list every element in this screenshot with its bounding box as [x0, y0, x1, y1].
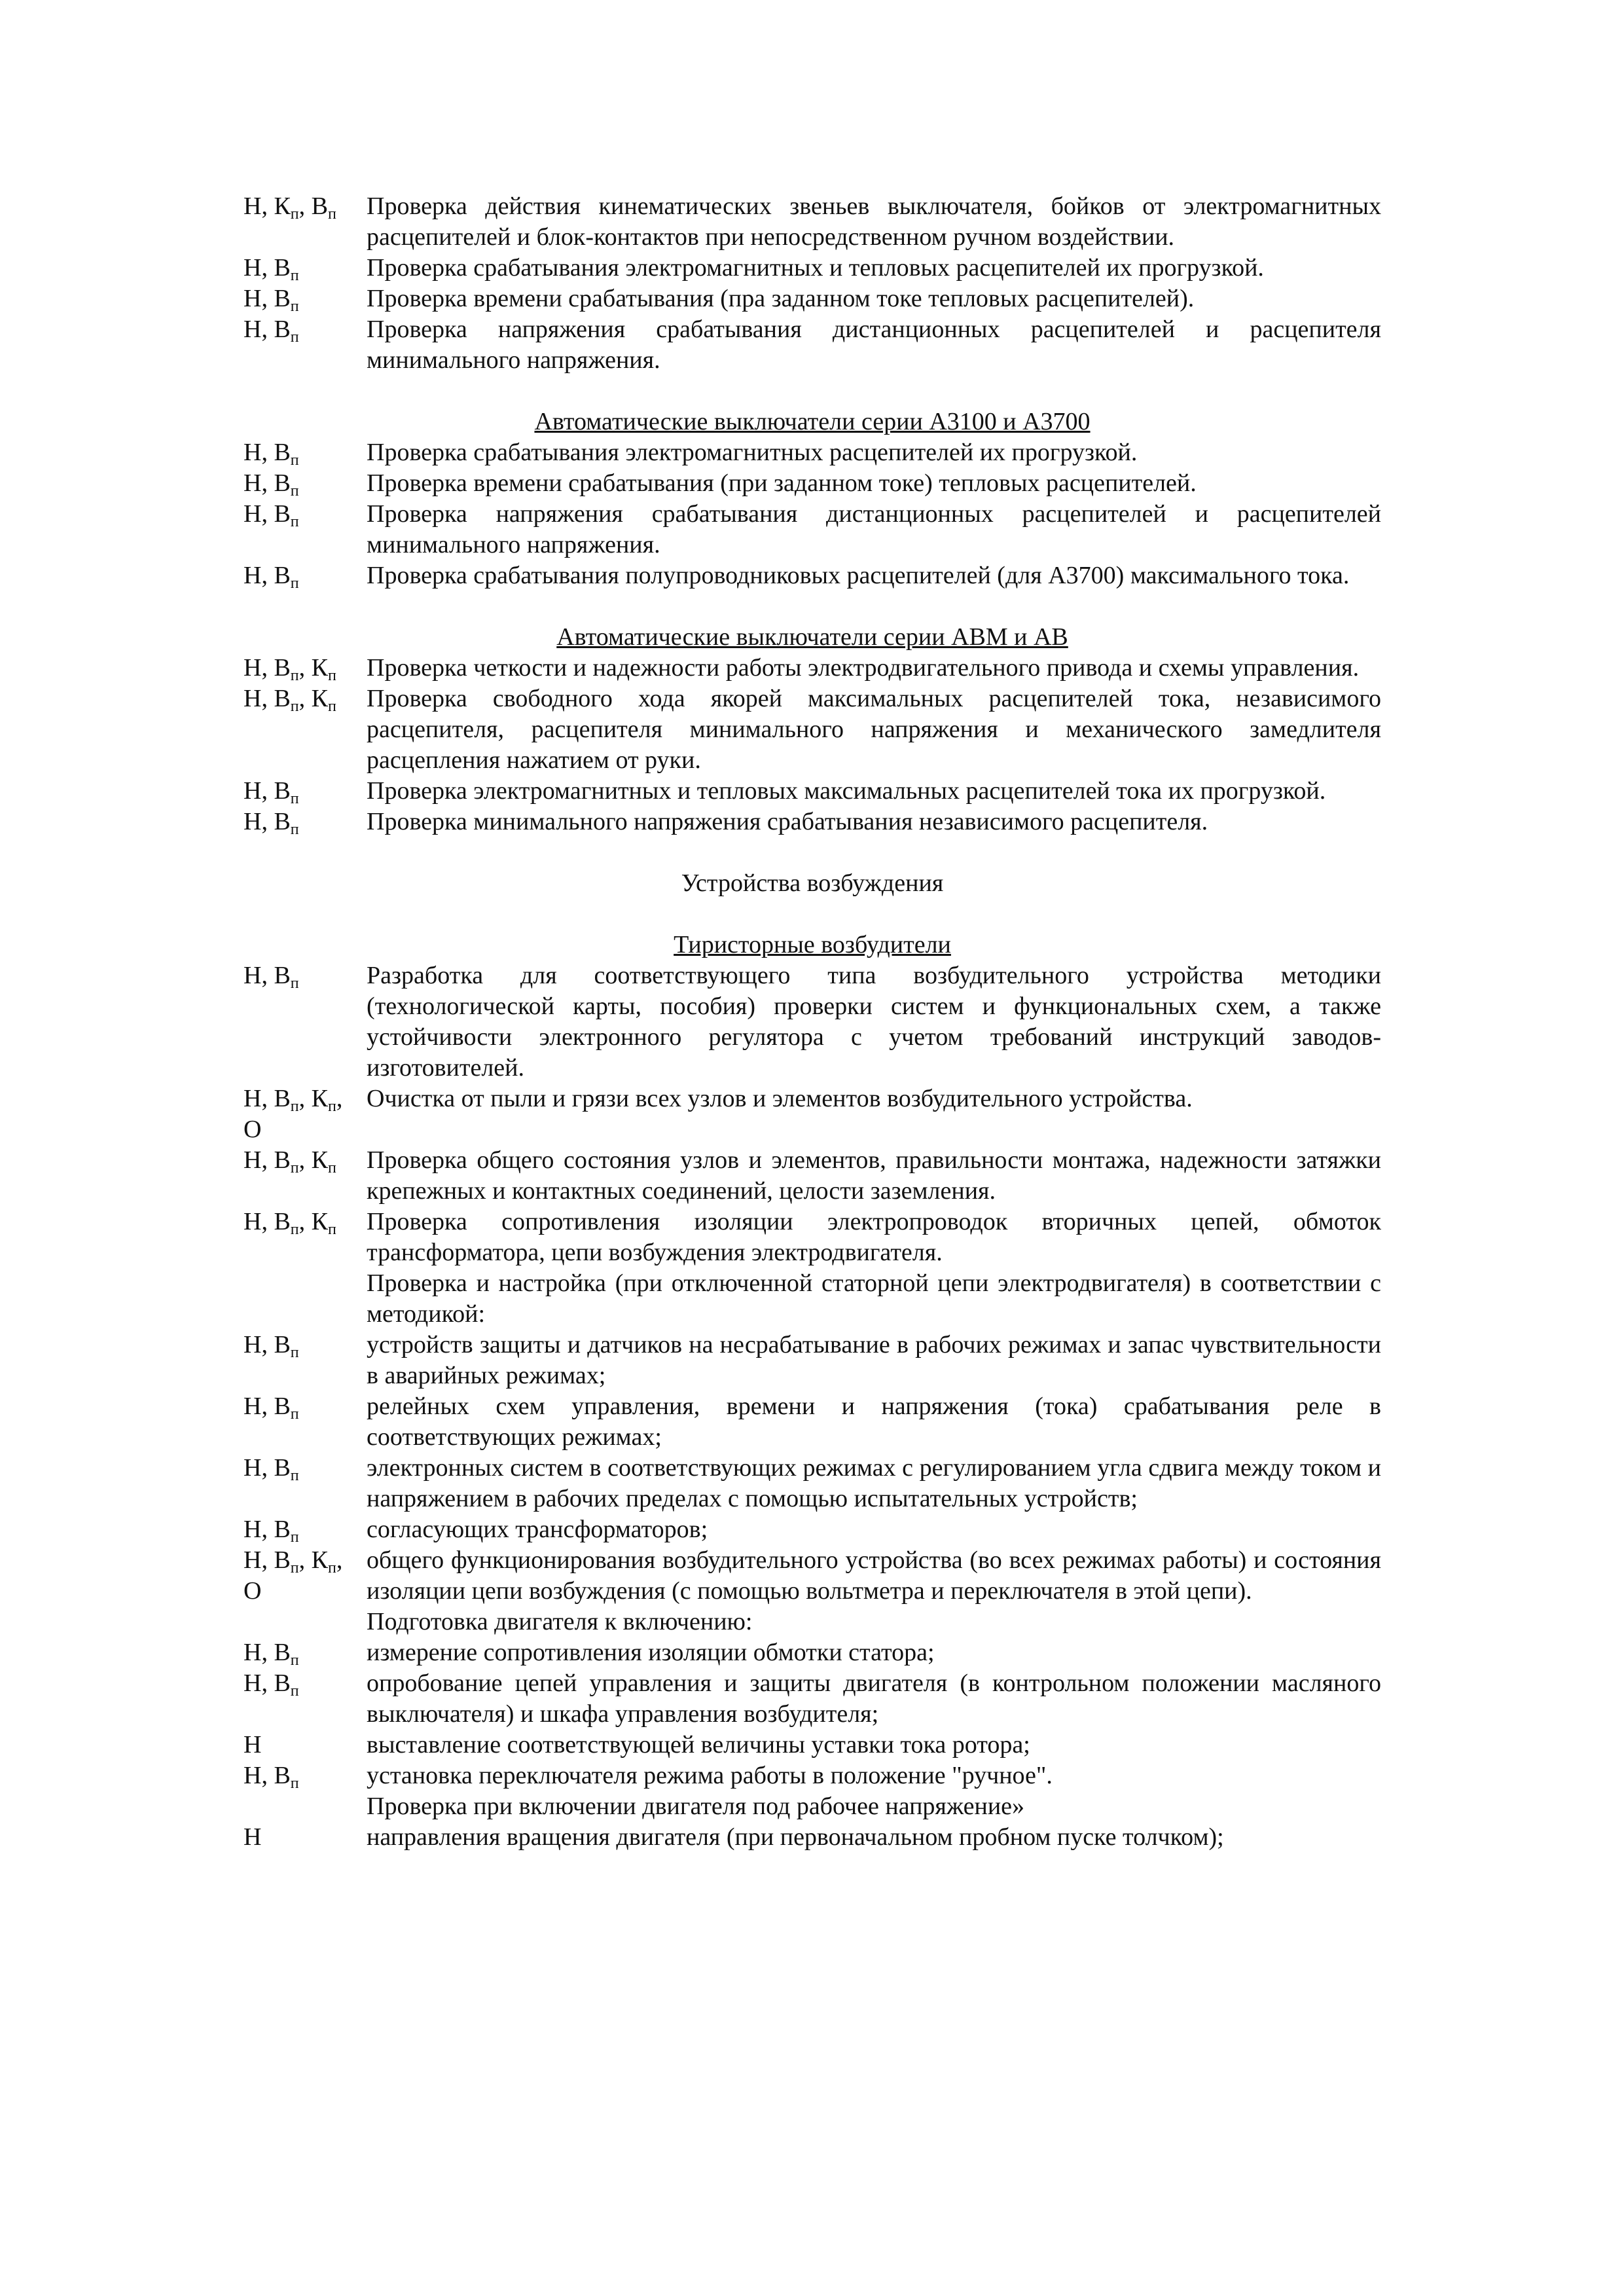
item-text: опробование цепей управления и защиты двигателя (в контрольном положении масляного выключателя) и шкафа управления возбудителя; — [367, 1669, 1381, 1728]
item-code: Н, $В_п$ — [244, 962, 299, 992]
list-item — [244, 468, 1381, 499]
list-item — [244, 776, 1381, 807]
item-text: измерение сопротивления изоляции обмотки статора; — [367, 1639, 935, 1666]
item-text: Разработка для соответствующего типа возбудительного устройства методики (технологической карты, пособия) проверки систем и функциональных схем, а также устойчивости электронного регулятора с учетом требований инструкций заводов-изготовителей. — [367, 962, 1381, 1082]
list-item — [244, 253, 1381, 283]
item-code: Н, $В_п$ — [244, 285, 299, 315]
list-item — [244, 1822, 1381, 1853]
item-text: Проверка и настройка (при отключенной статорной цепи электродвигателя) в соответствии с методикой: — [367, 1269, 1381, 1328]
list-item — [244, 1453, 1381, 1514]
section-heading-thyristor: Тиристорные возбудители — [674, 931, 951, 958]
item-text: Проверка напряжения срабатывания дистанционных расцепителей и расцепителя минимального напряжения. — [367, 316, 1381, 374]
item-code: Н, $В_п$ — [244, 316, 299, 346]
section-heading-a3100: Автоматические выключатели серии А3100 и А3700 — [534, 408, 1091, 435]
item-code: Н, $В_п$, $К_п$ — [244, 685, 336, 715]
list-item — [244, 1391, 1381, 1453]
item-text: Проверка при включении двигателя под рабочее напряжение» — [367, 1793, 1025, 1820]
item-code: Н, $К_п$, $В_п$ — [244, 192, 336, 223]
list-item — [244, 1791, 1381, 1822]
section-heading-avm: Автоматические выключатели серии АВМ и АВ — [556, 623, 1068, 651]
list-item — [244, 1730, 1381, 1760]
item-text: Проверка сопротивления изоляции электропроводок вторичных цепей, обмоток трансформатора, цепи возбуждения электродвигателя. — [367, 1208, 1381, 1266]
item-code: Н, $В_п$ — [244, 1639, 299, 1669]
item-text: Подготовка двигателя к включению: — [367, 1608, 753, 1635]
list-item — [244, 1668, 1381, 1730]
item-code: Н, $В_п$ — [244, 1331, 299, 1361]
item-text: Проверка срабатывания электромагнитных и тепловых расцепителей их прогрузкой. — [367, 254, 1264, 282]
item-text: Проверка электромагнитных и тепловых максимальных расцепителей тока их прогрузкой. — [367, 777, 1326, 805]
item-text: электронных систем в соответствующих режимах с регулированием угла сдвига между током и напряжением в рабочих пределах с помощью испытательных устройств; — [367, 1454, 1381, 1512]
section-avm — [244, 653, 1381, 837]
item-text: выставление соответствующей величины уставки тока ротора; — [367, 1731, 1030, 1758]
list-item — [244, 191, 1381, 253]
list-item — [244, 1114, 1381, 1145]
list-item — [244, 1207, 1381, 1268]
item-text: релейных схем управления, времени и напряжения (тока) срабатывания реле в соответствующих режимах; — [367, 1393, 1381, 1451]
item-text: Проверка срабатывания полупроводниковых расцепителей (для А3700) максимального тока. — [367, 562, 1350, 589]
document-page — [244, 191, 1381, 1853]
item-text: Проверка общего состояния узлов и элементов, правильности монтажа, надежности затяжки крепежных и контактных соединений, целости заземления. — [367, 1146, 1381, 1205]
item-text: Проверка четкости и надежности работы электродвигательного привода и схемы управления. — [367, 654, 1360, 682]
list-item — [244, 437, 1381, 468]
list-item — [244, 1145, 1381, 1207]
list-item — [244, 1268, 1381, 1330]
item-text: Проверка действия кинематических звеньев выключателя, бойков от электромагнитных расцепителей и блок-контактов при непосредственном ручном воздействии. — [367, 192, 1381, 251]
list-item — [244, 1760, 1381, 1791]
item-code: Н, $В_п$ — [244, 439, 299, 469]
item-text: Проверка напряжения срабатывания дистанционных расцепителей и расцепителей минимального напряжения. — [367, 500, 1381, 558]
item-code: Н, $В_п$ — [244, 1516, 299, 1546]
item-code: Н, $В_п$, $К_п$, — [244, 1085, 343, 1115]
item-code: Н — [244, 1731, 262, 1758]
item-text: устройств защиты и датчиков на несрабатывание в рабочих режимах и запас чувствительности в аварийных режимах; — [367, 1331, 1381, 1389]
item-code: Н, $В_п$ — [244, 808, 299, 838]
list-item — [244, 560, 1381, 591]
item-code: Н, $В_п$ — [244, 500, 299, 530]
item-code: Н, $В_п$ — [244, 254, 299, 284]
list-item — [244, 499, 1381, 560]
item-text: Проверка свободного хода якорей максимальных расцепителей тока, независимого расцепителя, расцепителя минимального напряжения и механического замедлителя расцепления нажатием от руки. — [367, 685, 1381, 774]
list-item — [244, 314, 1381, 376]
item-code: Н, $В_п$, $К_п$ — [244, 1208, 336, 1238]
item-text: согласующих трансформаторов; — [367, 1516, 708, 1543]
list-item — [244, 1514, 1381, 1545]
item-text: Проверка срабатывания электромагнитных расцепителей их прогрузкой. — [367, 439, 1138, 466]
list-item — [244, 683, 1381, 776]
list-item — [244, 1607, 1381, 1637]
section-heading-excitation: Устройства возбуждения — [681, 869, 944, 897]
item-text: Проверка минимального напряжения срабатывания независимого расцепителя. — [367, 808, 1208, 835]
section-thyristor — [244, 960, 1381, 1853]
item-text: Очистка от пыли и грязи всех узлов и элементов возбудительного устройства. — [367, 1085, 1193, 1112]
item-code: Н, $В_п$ — [244, 1762, 299, 1792]
item-code: Н, $В_п$ — [244, 1454, 299, 1484]
list-item — [244, 807, 1381, 837]
list-item — [244, 960, 1381, 1084]
item-code: О — [244, 1116, 262, 1143]
item-code: Н, $В_п$ — [244, 1393, 299, 1423]
item-text: Проверка времени срабатывания (при заданном токе) тепловых расцепителей. — [367, 469, 1197, 497]
item-code: Н, $В_п$ — [244, 469, 299, 500]
list-item — [244, 1084, 1381, 1114]
item-code: Н — [244, 1823, 262, 1851]
item-code: Н, $В_п$, $К_п$ — [244, 654, 336, 684]
item-code: Н, $В_п$, $К_п$ — [244, 1146, 336, 1176]
item-code: Н, $В_п$ — [244, 1669, 299, 1700]
item-code: Н, $В_п$ — [244, 777, 299, 807]
item-text: общего функционирования возбудительного устройства (во всех режимах работы) и состояния изоляции цепи возбуждения (с помощью вольтметра и переключателя в этой цепи). — [367, 1546, 1381, 1605]
list-item — [244, 653, 1381, 683]
item-text: Проверка времени срабатывания (пра заданном токе тепловых расцепителей). — [367, 285, 1195, 312]
list-item — [244, 283, 1381, 314]
list-item — [244, 1545, 1381, 1607]
list-item — [244, 1330, 1381, 1391]
item-code: Н, $В_п$ — [244, 562, 299, 592]
section-a3100 — [244, 437, 1381, 591]
section-general — [244, 191, 1381, 376]
item-text: направления вращения двигателя (при первоначальном пробном пуске толчком); — [367, 1823, 1224, 1851]
list-item — [244, 1637, 1381, 1668]
item-code: Н, $В_п$, $К_п$, О — [244, 1546, 343, 1605]
item-text: установка переключателя режима работы в положение "ручное". — [367, 1762, 1053, 1789]
